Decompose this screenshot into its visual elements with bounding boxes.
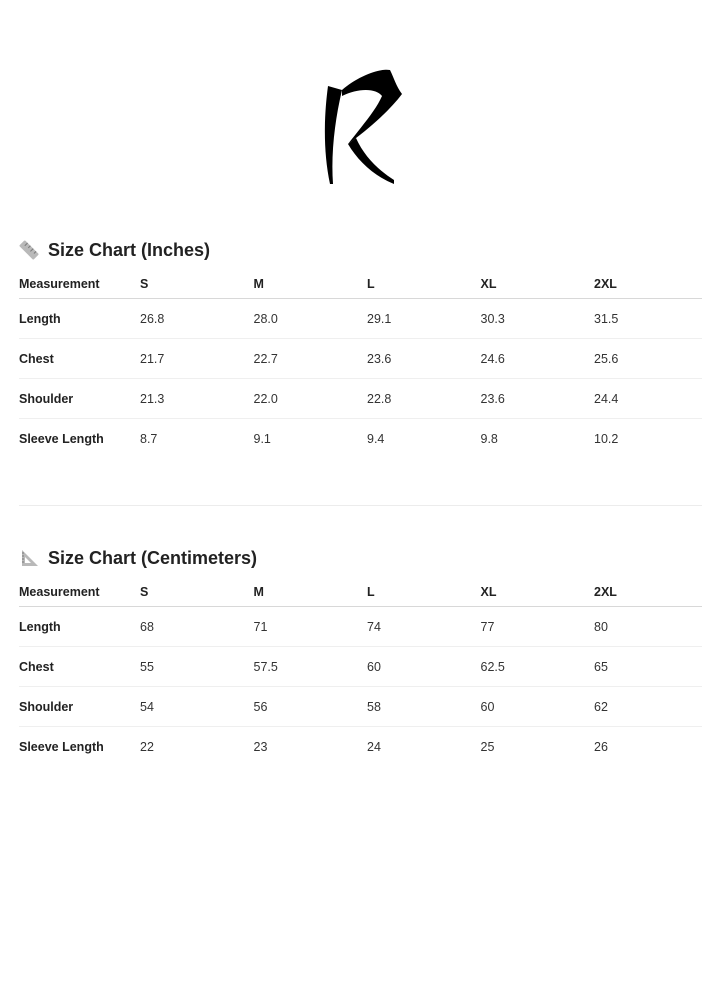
- table-cell: 65: [594, 647, 702, 687]
- row-label: Shoulder: [19, 687, 140, 727]
- row-label: Sleeve Length: [19, 739, 104, 754]
- table-cell: 80: [594, 607, 702, 647]
- table-cell: 58: [367, 687, 481, 727]
- table-cell: 9.8: [480, 431, 498, 446]
- column-header: 2XL: [594, 578, 702, 607]
- table-cell: 21.3: [140, 379, 254, 419]
- table-cell: 24: [367, 739, 381, 754]
- column-header: M: [254, 578, 368, 607]
- table-cell: 22.8: [367, 379, 481, 419]
- table-row: [19, 607, 702, 647]
- row-label: Sleeve Length: [19, 431, 104, 446]
- table-cell: 56: [254, 687, 368, 727]
- row-label: Shoulder: [19, 379, 140, 419]
- row-label: Length: [19, 607, 140, 647]
- table-cell: 8.7: [140, 431, 158, 446]
- table-cell: 21.7: [140, 339, 254, 379]
- triangular-ruler-icon: [19, 548, 39, 568]
- table-row: [19, 647, 702, 687]
- table-row: [19, 299, 702, 339]
- table-cell: 24.6: [481, 339, 595, 379]
- size-chart-inches-section: [19, 236, 702, 458]
- column-header: Measurement: [19, 270, 140, 299]
- table-cell: 28.0: [254, 299, 368, 339]
- column-header: L: [367, 270, 481, 299]
- table-row: [19, 379, 702, 419]
- section-title-centimeters: [19, 544, 702, 572]
- table-cell: 71: [254, 607, 368, 647]
- table-cell: 60: [367, 647, 481, 687]
- column-header: Measurement: [19, 578, 140, 607]
- table-cell: 60: [481, 687, 595, 727]
- table-cell: 30.3: [481, 299, 595, 339]
- table-cell: 25.6: [594, 339, 702, 379]
- table-cell: 29.1: [367, 299, 481, 339]
- table-header-row: [19, 270, 702, 299]
- section-divider: [19, 505, 702, 506]
- row-label: Length: [19, 299, 140, 339]
- ruler-icon: [19, 240, 39, 260]
- column-header: S: [140, 578, 254, 607]
- table-cell: 23: [253, 739, 268, 754]
- table-cell: 26.8: [140, 299, 254, 339]
- table-cell: 10.2: [594, 431, 619, 446]
- table-header-row: [19, 578, 702, 607]
- table-row: [19, 687, 702, 727]
- table-cell: 55: [140, 647, 254, 687]
- table-cell: 22: [140, 739, 154, 754]
- table-cell: 26: [594, 739, 608, 754]
- table-row: [19, 727, 702, 767]
- table-cell: 23.6: [481, 379, 595, 419]
- column-header: S: [140, 270, 254, 299]
- section-title-text: Size Chart (Centimeters): [48, 547, 258, 568]
- table-row: [19, 339, 702, 379]
- column-header: L: [367, 578, 481, 607]
- section-title-inches: [19, 236, 702, 264]
- size-chart-centimeters-section: [19, 544, 702, 766]
- row-label: Chest: [19, 339, 140, 379]
- table-cell: 9.4: [367, 431, 385, 446]
- size-table-inches: [19, 270, 702, 458]
- section-title-text: Size Chart (Inches): [48, 239, 211, 260]
- stylized-r-logo-icon: [318, 66, 404, 188]
- table-row: [19, 419, 702, 459]
- table-cell: 68: [140, 607, 254, 647]
- column-header: M: [254, 270, 368, 299]
- table-cell: 24.4: [594, 379, 702, 419]
- table-cell: 22.7: [254, 339, 368, 379]
- table-cell: 57.5: [254, 647, 368, 687]
- table-cell: 62.5: [481, 647, 595, 687]
- table-cell: 22.0: [254, 379, 368, 419]
- column-header: XL: [481, 578, 595, 607]
- table-cell: 23.6: [367, 339, 481, 379]
- table-cell: 62: [594, 687, 702, 727]
- row-label: Chest: [19, 647, 140, 687]
- column-header: XL: [481, 270, 595, 299]
- table-cell: 31.5: [594, 299, 702, 339]
- table-cell: 25: [480, 739, 495, 754]
- brand-logo: [318, 66, 404, 188]
- size-table-centimeters: [19, 578, 702, 766]
- table-cell: 54: [140, 687, 254, 727]
- table-cell: 74: [367, 607, 481, 647]
- table-cell: 9.1: [253, 431, 271, 446]
- table-cell: 77: [481, 607, 595, 647]
- column-header: 2XL: [594, 270, 702, 299]
